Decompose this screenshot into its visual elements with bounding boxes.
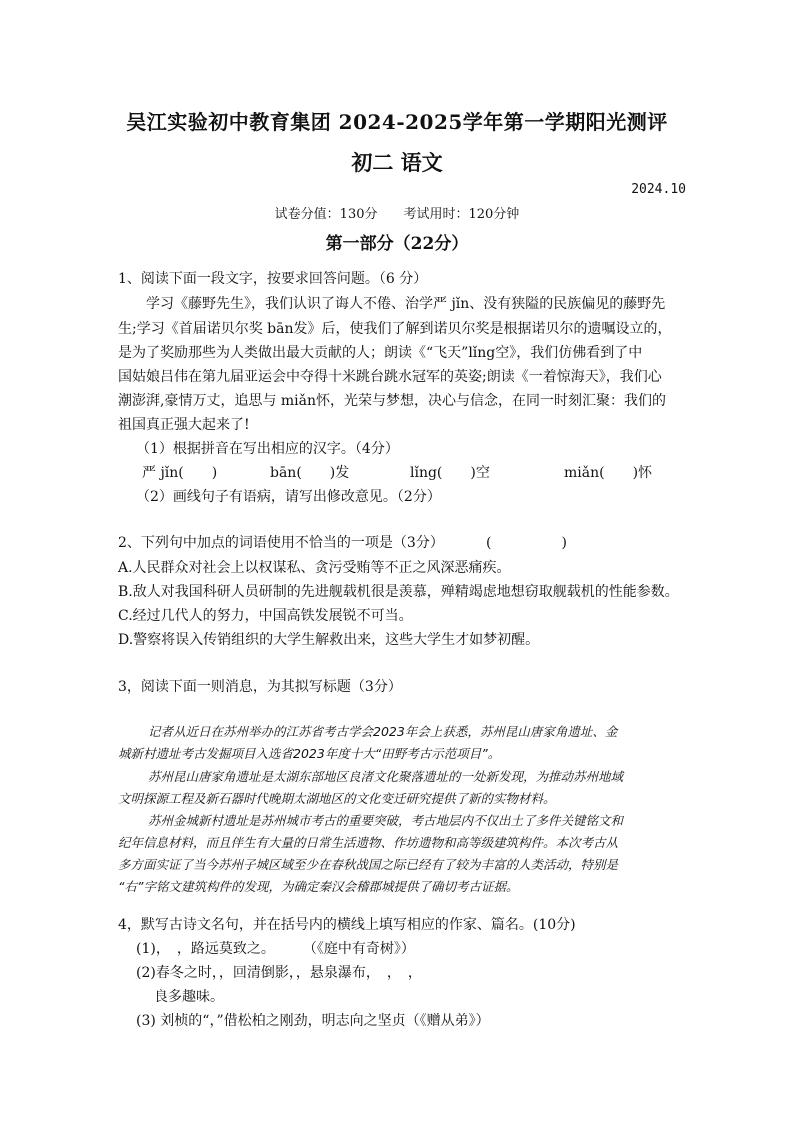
q2-stem: 2、下列句中加点的词语使用不恰当的一项是（3分）: [118, 535, 444, 551]
q4-item: (2)春冬之时，，回清倒影，，悬泉瀑布， ， ，: [136, 965, 422, 981]
q1-passage-line: 国姑娘吕伟在第九届亚运会中夺得十米跳台跳水冠军的英姿;朗读《一着惊海天》，我们心: [118, 369, 662, 385]
pinyin-blank[interactable]: 严 jǐn( ): [142, 465, 218, 481]
q2-option: A.人民群众对社会上以权谋私、贪污受贿等不正之风深恶痛疾。: [118, 560, 511, 576]
q2-option: B.敌人对我国科研人员研制的先进舰载机很是羡慕，殚精竭虑地想窃取舰载机的性能参数。: [118, 584, 679, 600]
q4-stem: 4，默写古诗文名句，并在括号内的横线上填写相应的作家、篇名。(10分): [118, 917, 576, 933]
news-line: 苏州金城新村遗址是苏州城市考古的重要突破，考古地层内不仅出土了多件关键铭文和: [148, 813, 624, 828]
q1-sub1: （1）根据拼音在写出相应的汉字。（4分）: [136, 441, 399, 457]
news-line: 多方面实证了当今苏州子城区域至少在春秋战国之际已经有了较为丰富的人类活动，特别是: [118, 857, 619, 872]
news-line: 纪年信息材料，而且伴生有大量的日常生活遗物、作坊遗物和高等级建筑构件。本次考古从: [118, 835, 619, 850]
q1-passage-line: 学习《藤野先生》，我们认识了诲人不倦、治学严 jǐn、没有狭隘的民族偏见的藤野先: [146, 296, 666, 312]
pinyin-blank[interactable]: lǐng( )空: [410, 465, 490, 481]
exam-title: 吴江实验初中教育集团 2024-2025学年第一学期阳光测评: [126, 110, 668, 134]
q1-sub2: （2）画线句子有语病，请写出修改意见。（2分）: [136, 489, 441, 505]
news-line: 记者从近日在苏州举办的江苏省考古学会2023年会上获悉，苏州昆山唐家角遗址、金: [148, 724, 618, 739]
news-line: 苏州昆山唐家角遗址是太湖东部地区良渚文化聚落遗址的一处新发现，为推动苏州地域: [148, 769, 624, 784]
exam-date: 2024.10: [631, 182, 686, 197]
q2-option: D.警察将误入传销组织的大学生解救出来，这些大学生才如梦初醒。: [118, 632, 540, 648]
part-heading: 第一部分（22分）: [325, 234, 469, 254]
q4-item: 良多趣味。: [154, 989, 224, 1005]
news-line: 城新村遗址考古发掘项目入选省2023年度十大“田野考古示范项目”。: [118, 746, 501, 761]
news-line: 文明探源工程及新石器时代晚期太湖地区的文化变迁研究提供了新的实物材料。: [118, 791, 556, 806]
news-line: “右”字铭文建筑构件的发现，为确定秦汉会稽郡城提供了确切考古证据。: [118, 879, 519, 894]
q1-passage-line: 生;学习《首届诺贝尔奖 bān发》后，使我们了解到诺贝尔奖是根据诺贝尔的遗嘱设立的，: [118, 321, 672, 337]
q1-passage-line: 是为了奖励那些为人类做出最大贡献的人；朗读《“飞天”lǐng空》，我们仿佛看到了中: [118, 345, 643, 361]
q2-answer-box[interactable]: ( ): [486, 535, 567, 551]
q1-passage-line: 祖国真正强大起来了!: [118, 417, 250, 433]
q3-stem: 3，阅读下面一则消息，为其拟写标题（3分）: [118, 679, 402, 695]
q1-passage-line: 潮澎湃,豪情万丈，追思与 miǎn怀，光荣与梦想，决心与信念，在同一时刻汇聚：我们的: [118, 393, 667, 409]
q2-option: C.经过几代人的努力，中国高铁发展锐不可当。: [118, 608, 413, 624]
pinyin-blank[interactable]: miǎn( )怀: [564, 465, 653, 481]
pinyin-blank[interactable]: bān( )发: [270, 465, 350, 481]
exam-subtitle: 初二 语文: [351, 150, 443, 175]
q4-item: (3) 刘桢的“，”借松柏之刚劲，明志向之坚贞（《赠从弟》）: [136, 1013, 490, 1029]
q4-item: (1)， ，路远莫致之。 （《庭中有奇树》）: [136, 941, 415, 957]
q1-stem: 1、阅读下面一段文字，按要求回答问题。（6 分）: [118, 271, 428, 287]
exam-meta: 试卷分值：130分 考试用时：120分钟: [274, 207, 520, 222]
